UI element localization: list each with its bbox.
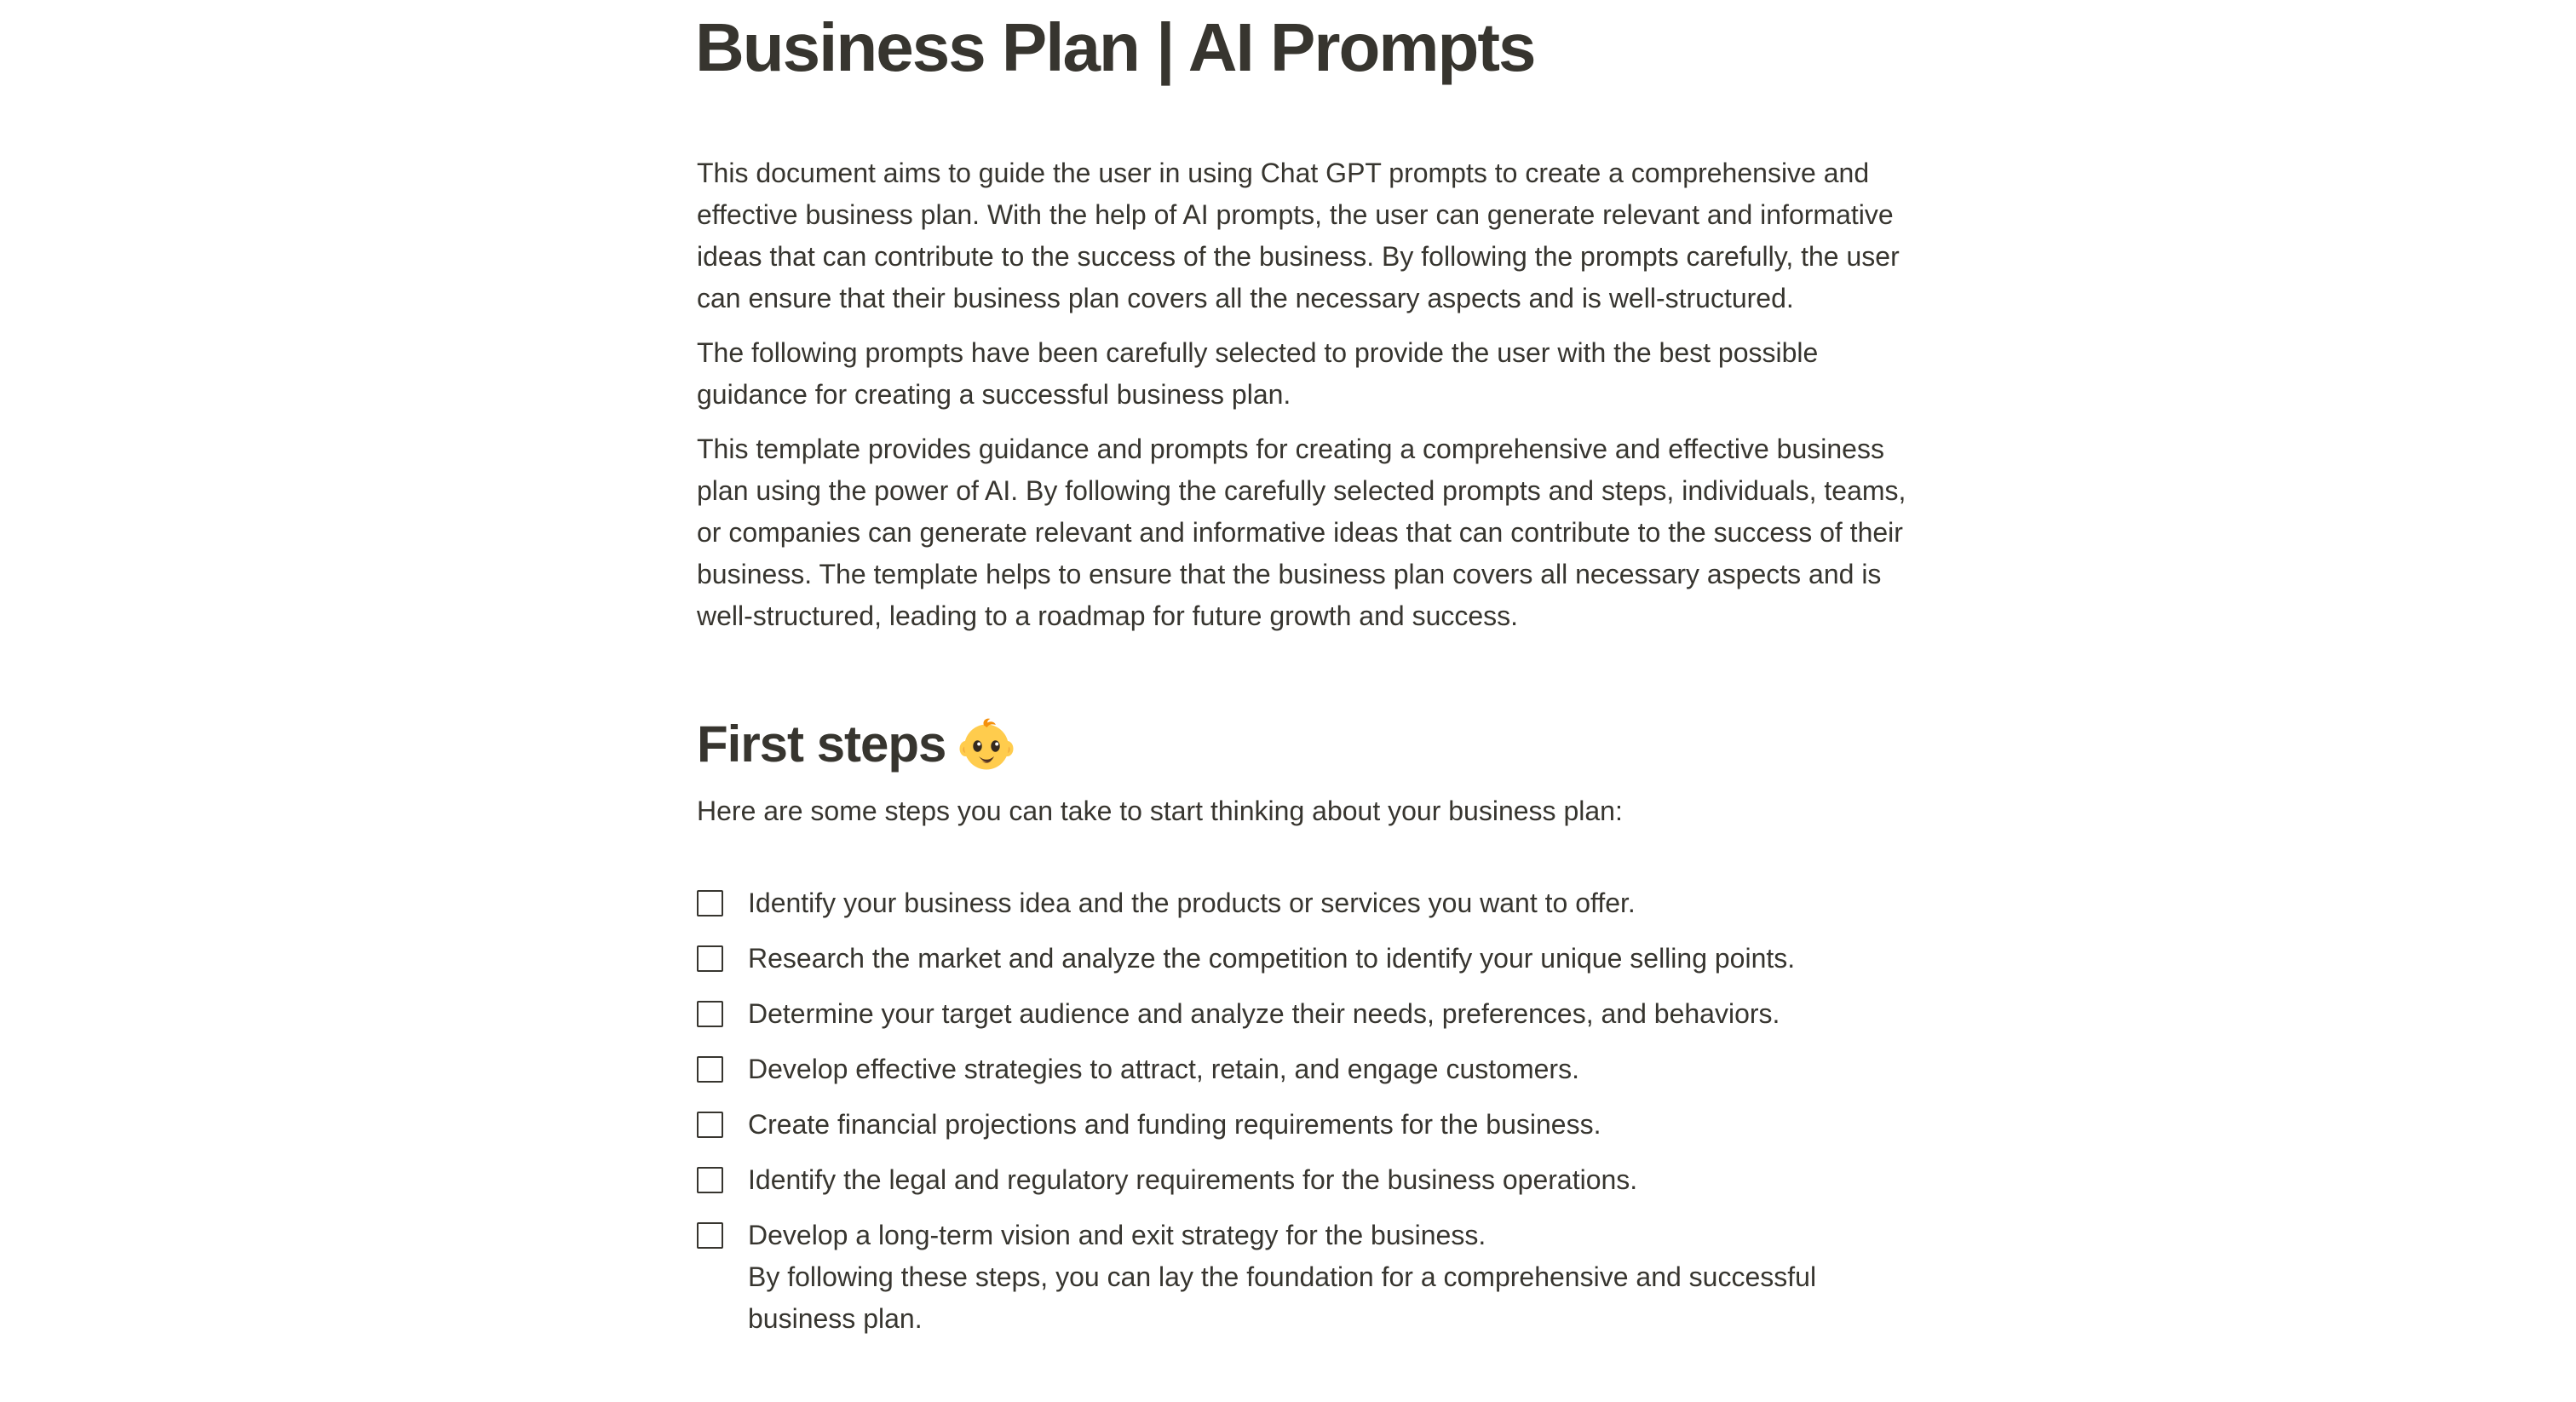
todo-list	[695, 876, 1915, 1346]
paragraph[interactable]: This document aims to guide the user in using Chat GPT prompts to create a comprehensive and effective business plan. With the help of AI prompts, the user can generate relevant and informative ideas that can contribute to the success of the business. By following the prompts carefully, the user can ensure that their business plan covers all the necessary aspects and is well-structured.	[697, 158, 1900, 313]
todo-item	[695, 1209, 1915, 1346]
todo-label[interactable]: Create financial projections and funding requirements for the business.	[748, 1109, 1601, 1140]
empty-block	[695, 837, 1915, 875]
paragraph[interactable]: The following prompts have been carefully selected to provide the user with the best possible guidance for creating a successful business plan.	[697, 337, 1819, 410]
paragraph[interactable]: This template provides guidance and prompts for creating a comprehensive and effective business plan using the power of AI. By following the carefully selected prompts and steps, individuals, teams, or companies can generate relevant and informative ideas that can contribute to the success of their business. The template helps to ensure that the business plan covers all necessary aspects and is well-structured, leading to a roadmap for future growth and success.	[697, 434, 1906, 631]
todo-label[interactable]: Research the market and analyze the competition to identify your unique selling points.	[748, 943, 1796, 974]
todo-label[interactable]: Identify the legal and regulatory requirements for the business operations.	[748, 1164, 1638, 1195]
todo-checkbox[interactable]	[697, 945, 723, 972]
todo-item	[695, 1098, 1915, 1152]
todo-checkbox[interactable]	[697, 1112, 723, 1138]
section-heading-text: First steps	[697, 715, 946, 773]
todo-checkbox[interactable]	[697, 1056, 723, 1083]
todo-label[interactable]: Develop effective strategies to attract, retain, and engage customers.	[748, 1054, 1579, 1084]
todo-checkbox[interactable]	[697, 1167, 723, 1193]
section-intro[interactable]: Here are some steps you can take to start thinking about your business plan:	[697, 796, 1623, 826]
todo-text	[748, 1215, 1913, 1340]
todo-text	[748, 1159, 1913, 1201]
todo-checkbox[interactable]	[697, 1001, 723, 1027]
todo-item	[695, 987, 1915, 1041]
todo-checkbox[interactable]	[697, 1222, 723, 1249]
todo-label[interactable]: Determine your target audience and analyze their needs, preferences, and behaviors.	[748, 998, 1780, 1029]
todo-continuation[interactable]: By following these steps, you can lay the foundation for a comprehensive and successful business plan.	[748, 1261, 1817, 1334]
todo-text	[748, 993, 1913, 1035]
baby-emoji	[959, 717, 1014, 772]
section-heading[interactable]	[695, 706, 1915, 783]
todo-text	[748, 1104, 1913, 1146]
todo-label[interactable]: Develop a long-term vision and exit strategy for the business.	[748, 1220, 1486, 1250]
todo-item	[695, 932, 1915, 985]
todo-item	[695, 876, 1915, 930]
page-title[interactable]: Business Plan | AI Prompts	[695, 9, 1535, 85]
todo-label[interactable]: Identify your business idea and the products or services you want to offer.	[748, 888, 1636, 918]
todo-text	[748, 882, 1913, 924]
todo-item	[695, 1153, 1915, 1207]
todo-item	[695, 1043, 1915, 1096]
intro-paragraphs	[695, 147, 1915, 642]
todo-checkbox[interactable]	[697, 890, 723, 916]
document-page	[695, 0, 1915, 1346]
todo-text	[748, 1049, 1913, 1090]
todo-text	[748, 938, 1913, 980]
